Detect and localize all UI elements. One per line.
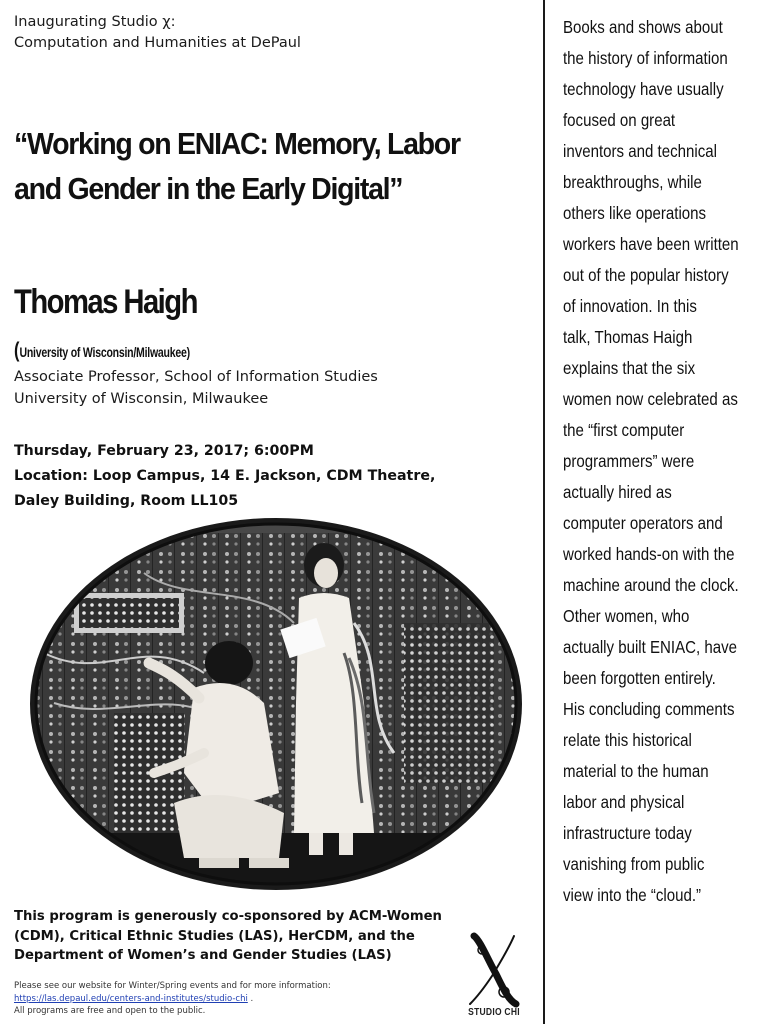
description-line: machine around the clock. bbox=[563, 575, 739, 595]
sponsor-line-2: (CDM), Critical Ethnic Studies (LAS), HerCDM, and the bbox=[14, 928, 415, 944]
eniac-photo bbox=[24, 513, 529, 896]
description-line: programmers” were bbox=[563, 451, 695, 471]
chi-symbol-icon bbox=[458, 930, 530, 1008]
sponsor-line-1: This program is generously co-sponsored by ACM-Women bbox=[14, 909, 442, 924]
description-line: been forgotten entirely. bbox=[563, 668, 716, 688]
footer-link-line bbox=[14, 993, 331, 1006]
description-line: women now celebrated as bbox=[563, 389, 738, 409]
description-line: worked hands-on with the bbox=[563, 544, 735, 564]
kicker-line-1: Inaugurating Studio χ: bbox=[14, 14, 176, 30]
description-line: actually hired as bbox=[563, 482, 672, 502]
description-line: workers have been written bbox=[563, 234, 739, 254]
description-line: others like operations bbox=[563, 203, 707, 223]
description-line: out of the popular history bbox=[563, 265, 729, 285]
description-line: vanishing from public bbox=[563, 854, 705, 874]
sponsor-line-3: Department of Women’s and Gender Studies (LAS) bbox=[14, 948, 392, 963]
event-location-line-2: Daley Building, Room LL105 bbox=[14, 493, 239, 509]
description-line: explains that the six bbox=[563, 358, 696, 378]
event-details bbox=[14, 439, 435, 514]
description-line: focused on great bbox=[563, 110, 676, 130]
affiliation-text: University of Wisconsin/Milwaukee) bbox=[19, 345, 190, 360]
description-line: relate this historical bbox=[563, 730, 692, 750]
event-location-line-1: Location: Loop Campus, 14 E. Jackson, CDM Theatre, bbox=[14, 468, 436, 484]
footer-info bbox=[14, 980, 331, 1018]
description-line: Other women, who bbox=[563, 606, 690, 626]
description-line: technology have usually bbox=[563, 79, 724, 99]
studio-chi-logo bbox=[458, 930, 530, 1024]
description-line: view into the “cloud.” bbox=[563, 885, 702, 905]
talk-title-line-2: and Gender in the Early Digital” bbox=[14, 171, 403, 206]
description-line: Books and shows about bbox=[563, 17, 723, 37]
talk-description bbox=[563, 12, 768, 911]
footer-line-1: Please see our website for Winter/Spring events and for more information: bbox=[14, 981, 331, 991]
footer-link-trailing: . bbox=[247, 993, 254, 1004]
kicker-line-2: Computation and Humanities at DePaul bbox=[14, 35, 301, 51]
description-line: the “first computer bbox=[563, 420, 685, 440]
description-line: actually built ENIAC, have bbox=[563, 637, 738, 657]
description-line: material to the human bbox=[563, 761, 709, 781]
studio-chi-website-link[interactable]: https://las.depaul.edu/centers-and-institutes/studio-chi bbox=[14, 993, 248, 1004]
column-divider bbox=[543, 0, 545, 1024]
talk-title-line-1: “Working on ENIAC: Memory, Labor bbox=[14, 126, 460, 161]
description-line: inventors and technical bbox=[563, 141, 717, 161]
speaker-name: Thomas Haigh bbox=[14, 283, 197, 321]
description-line: talk, Thomas Haigh bbox=[563, 327, 693, 347]
description-line: of innovation. In this bbox=[563, 296, 697, 316]
event-datetime: Thursday, February 23, 2017; 6:00PM bbox=[14, 443, 314, 459]
logo-text: STUDIO CHI bbox=[468, 1007, 520, 1018]
description-line: the history of information bbox=[563, 48, 728, 68]
footer-line-3: All programs are free and open to the public. bbox=[14, 1006, 206, 1016]
description-line: labor and physical bbox=[563, 792, 685, 812]
description-line: infrastructure today bbox=[563, 823, 692, 843]
position-line-1: Associate Professor, School of Information Studies bbox=[14, 369, 378, 385]
speaker-affiliation bbox=[14, 339, 190, 363]
position-line-2: University of Wisconsin, Milwaukee bbox=[14, 391, 269, 407]
eniac-photo-illustration bbox=[24, 513, 529, 896]
description-line: His concluding comments bbox=[563, 699, 735, 719]
sponsor-note bbox=[14, 907, 442, 966]
description-line: computer operators and bbox=[563, 513, 723, 533]
affiliation-open-paren: ( bbox=[14, 339, 20, 362]
speaker-position bbox=[14, 366, 378, 410]
series-kicker bbox=[14, 12, 301, 54]
description-line: breakthroughs, while bbox=[563, 172, 702, 192]
talk-title bbox=[14, 121, 492, 211]
